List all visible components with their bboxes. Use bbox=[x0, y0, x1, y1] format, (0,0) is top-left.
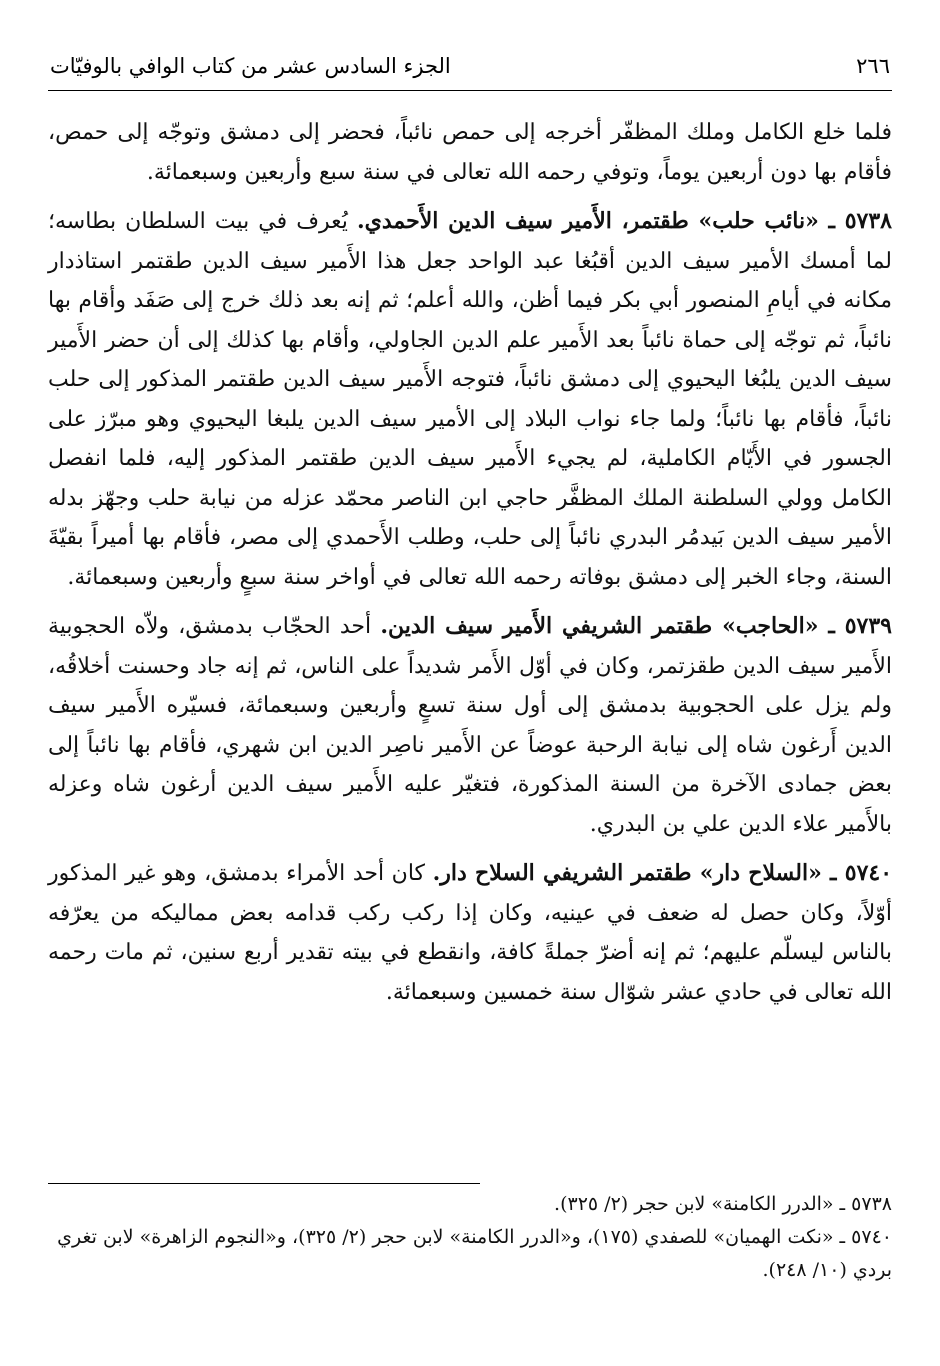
entry-text: يُعرف في بيت السلطان بطاسه؛ لما أمسك الأمير سيف الدين أقبُغا عبد الواحد جعل هذا الأَمير سيف الدين طقتمر استاذدار مكانه في أيامِ المنصور أبي بكر فيما أظن، والله أعلم؛ ثم إنه بعد ذلك خرج إلى صَفَد وأقام بها نائباً، ثم توجّه إلى حماة نائباً بعد الأَمير علم الدين الجاولي، وأقام بها كذلك إلى أن حضر الأَمير سيف الدين يلبُغا اليحيوي إلى دمشق نائباً، فتوجه الأَمير سيف الدين طقتمر المذكور إلى حلب نائباً، فأقام بها نائباً؛ ولما جاء نواب البلاد إلى الأمير سيف الدين يلبغا اليحيوي وهو مبرّز على الجسور في الأَيّام الكاملية، لم يجيء الأَمير سيف الدين طقتمر المذكور إليه، فلما انفصل الكامل وولي السلطنة الملك المظفَّر حاجي ابن الناصر محمّد عزله من نيابة حلب وجهّز بدله الأمير سيف الدين بَيدمُر البدري نائباً إلى حلب، وطلب الأَحمدي إلى مصر، فأقام بها أميراً بقيّةَ السنة، وجاء الخبر إلى دمشق بوفاته رحمه الله تعالى في أواخر سنة سبعٍ وأربعين وسبعمائة. bbox=[48, 209, 892, 590]
entry-5739 bbox=[48, 607, 892, 844]
running-title: الجزء السادس عشر من كتاب الوافي بالوفيّات bbox=[50, 54, 451, 78]
entry-heading: ٥٧٣٨ ـ «نائب حلب» طقتمر، الأَمير سيف الدين الأَحمدي. bbox=[356, 208, 892, 234]
body-text bbox=[48, 113, 892, 1012]
entry-text: كان أحد الأمراء بدمشق، وهو غير المذكور أوّلاً، وكان حصل له ضعف في عينيه، وكان إذا ركب ركب قدامه بعض مماليكه من يعرّفه بالناس ليسلّم عليهم؛ ثم إنه أضرّ جملةً كافة، وانقطع في بيته تقدير أربع سنين، ثم مات رحمه الله تعالى في حادي عشر شوّال سنة خمسين وسبعمائة. bbox=[48, 861, 892, 1005]
paragraph-text: فلما خلع الكامل وملك المظفّر أخرجه إلى حمص نائباً، فحضر إلى دمشق وتوجّه إلى حمص، فأقام بها دون أربعين يوماً، وتوفي رحمه الله تعالى في سنة سبع وأربعين وسبعمائة. bbox=[48, 120, 892, 185]
entry-5738 bbox=[48, 202, 892, 597]
page-header bbox=[50, 48, 890, 84]
footnote-rule bbox=[48, 1183, 480, 1184]
page-number: ٢٦٦ bbox=[856, 54, 890, 78]
footnotes bbox=[48, 1188, 892, 1287]
entry-text: أحد الحجّاب بدمشق، ولاّه الحجوبية الأَمير سيف الدين طقزتمر، وكان في أوّل الأَمر شديداً على الناس، ثم إنه جاد وحسنت أخلاقُه، ولم يزل على الحجوبية بدمشق إلى أول سنة تسعٍ وأربعين وسبعمائة، فسيّره الأَمير سيف الدين أَرغون شاه إلى نيابة الرحبة عوضاً عن الأَمير ناصِر الدين ابن شهري، فأقام بها نائباً إلى بعض جمادى الآخرة من السنة المذكورة، فتغيّر عليه الأَمير سيف الدين أرغون شاه وعزله بالأَمير علاء الدين علي بن البدري. bbox=[48, 614, 892, 837]
entry-5740 bbox=[48, 854, 892, 1012]
header-rule bbox=[48, 90, 892, 91]
paragraph-continuation bbox=[48, 113, 892, 192]
footnote-5740: ٥٧٤٠ ـ «نكت الهميان» للصفدي (١٧٥)، و«الدرر الكامنة» لابن حجر (٢/ ٣٢٥)، و«النجوم الزاهرة» لابن تغري بردي (١٠/ ٢٤٨). bbox=[57, 1226, 892, 1281]
entry-heading: ٥٧٤٠ ـ «السلاح دار» طقتمر الشريفي السلاح دار. bbox=[432, 860, 893, 886]
footnote-5738: ٥٧٣٨ ـ «الدرر الكامنة» لابن حجر (٢/ ٣٢٥). bbox=[554, 1193, 892, 1215]
entry-heading: ٥٧٣٩ ـ «الحاجب» طقتمر الشريفي الأَمير سيف الدين. bbox=[380, 613, 892, 639]
